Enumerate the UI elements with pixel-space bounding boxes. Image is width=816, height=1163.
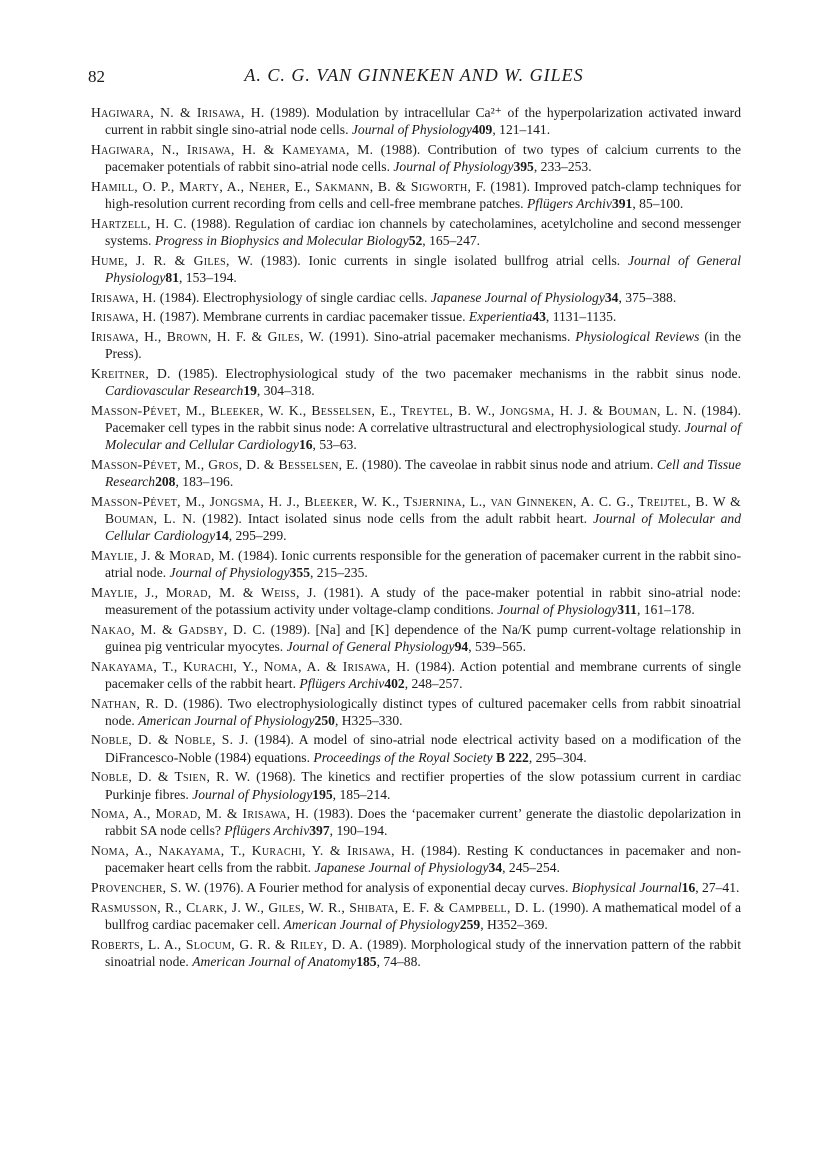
reference-pages: , 304–318. [256, 383, 315, 399]
reference-year: (1991). [324, 328, 374, 344]
reference-authors: Maylie, J., Morad, M. & Weiss, J. [91, 584, 317, 600]
reference-pages: , 1131–1135. [545, 309, 617, 325]
reference-year: (1980). [358, 456, 405, 472]
reference-journal: American Journal of Physiology [283, 916, 460, 932]
reference-year: (1986). [177, 695, 228, 711]
reference-title: [Na] and [K] dependence of the Na/K pump current-voltage relationship in guinea pig ventricular myocytes. [105, 621, 742, 654]
reference-authors: Rasmusson, R., Clark, J. W., Giles, W. R., Shibata, E. F. & Campbell, D. L. [91, 899, 546, 915]
reference-entry [91, 879, 741, 896]
reference-pages: , 153–194. [179, 269, 237, 285]
reference-title: Intact isolated sinus node cells from the adult rabbit heart. [247, 510, 594, 526]
reference-authors: Noble, D. & Noble, S. J. [91, 732, 249, 748]
reference-entry [91, 731, 741, 765]
reference-pages: , 74–88. [376, 953, 421, 969]
reference-title: The kinetics and rectifier properties of the slow potassium current in cardiac Purkinje fibres. [105, 769, 741, 802]
reference-entry [91, 104, 741, 138]
reference-title: Does the ‘pacemaker current’ generate the diastolic depolarization in rabbit SA node cells? [105, 806, 742, 839]
reference-volume: 259 [459, 916, 481, 932]
reference-authors: Noma, A., Morad, M. & Irisawa, H. [91, 806, 310, 822]
reference-pages: , H325–330. [334, 712, 403, 728]
reference-authors: Masson-Pévet, M., Jongsma, H. J., Bleeker, W. K., Tsjernina, L., van Ginneken, A. C. G., Treijtel, B. W & Bouman, L. N. [91, 493, 741, 526]
reference-volume: 34 [604, 289, 619, 305]
reference-list [91, 104, 741, 973]
reference-pages: , 53–63. [312, 437, 357, 453]
reference-pages: , 248–257. [404, 675, 463, 691]
reference-authors: Hume, J. R. & Giles, W. [91, 252, 254, 268]
running-title: A. C. G. VAN GINNEKEN AND W. GILES [244, 65, 584, 85]
reference-authors: Hamill, O. P., Marty, A., Neher, E., Sakmann, B. & Sigworth, F. [91, 178, 487, 194]
reference-volume: B 222 [492, 749, 529, 765]
reference-year: (1990). [545, 899, 592, 915]
reference-year: (1983). [309, 806, 358, 822]
reference-authors: Nathan, R. D. [91, 695, 178, 711]
reference-entry [91, 215, 741, 249]
reference-entry [91, 402, 741, 454]
reference-year: (1982). [196, 510, 248, 526]
reference-authors: Nakayama, T., Kurachi, Y., Noma, A. & Irisawa, H. [91, 658, 411, 674]
reference-title: A Fourier method for analysis of exponential decay curves. [246, 880, 572, 896]
reference-volume: 391 [611, 196, 633, 212]
reference-pages: , 165–247. [422, 232, 481, 248]
reference-pages: , 183–196. [175, 474, 234, 490]
reference-journal: Cardiovascular Research [105, 383, 244, 399]
reference-authors: Irisawa, H. [91, 289, 157, 305]
reference-journal: Japanese Journal of Physiology [314, 860, 489, 876]
reference-volume: 19 [243, 383, 257, 399]
reference-authors: Provencher, S. W. [91, 880, 201, 896]
reference-entry [91, 842, 741, 876]
reference-journal: Experientia [468, 309, 533, 325]
reference-entry [91, 768, 741, 802]
page-header [88, 67, 740, 93]
reference-journal: Journal of Physiology [393, 159, 514, 175]
reference-volume: 395 [513, 159, 534, 175]
reference-entry [91, 547, 741, 581]
reference-volume: 250 [314, 712, 335, 728]
reference-year: (1985). [170, 365, 226, 381]
reference-volume: 34 [488, 860, 503, 876]
reference-journal: Journal of General Physiology [286, 638, 455, 654]
reference-title: Membrane currents in cardiac pacemaker tissue. [202, 309, 469, 325]
reference-year: (1984). [234, 547, 282, 563]
reference-title: A mathematical model of a bullfrog cardiac pacemaker cell. [105, 899, 742, 932]
reference-title: The caveolae in rabbit sinus node and atrium. [404, 456, 657, 472]
reference-journal: Pflügers Archiv [299, 675, 385, 691]
reference-year: (1984). [156, 289, 203, 305]
reference-entry [91, 141, 741, 175]
reference-year: (1987). [156, 309, 203, 325]
reference-volume: 355 [289, 565, 310, 581]
reference-journal: Pflügers Archiv [224, 823, 310, 839]
reference-journal: Journal of Molecular and Cellular Cardiology [105, 510, 742, 544]
reference-title: Ionic currents in single isolated bullfrog atrial cells. [308, 252, 628, 268]
reference-volume: 402 [384, 675, 405, 691]
reference-authors: Hagiwara, N. & Irisawa, H. [91, 105, 265, 120]
reference-title: Resting K conductances in pacemaker and non-pacemaker heart cells from the rabbit. [105, 843, 742, 876]
reference-volume: 208 [155, 474, 176, 490]
reference-title: Ionic currents responsible for the generation of pacemaker current in the rabbit sino-atrial node. [105, 547, 741, 581]
reference-entry [91, 621, 741, 655]
reference-authors: Hartzell, H. C. [91, 215, 187, 231]
reference-entry [91, 695, 741, 729]
reference-title: Improved patch-clamp techniques for high-resolution current recording from cells and cell-free membrane patches. [105, 178, 741, 212]
reference-journal: American Journal of Anatomy [192, 953, 357, 969]
reference-authors: Masson-Pévet, M., Bleeker, W. K., Besselsen, E., Treytel, B. W., Jongsma, H. J. & Bouman, L. N. [91, 402, 697, 418]
reference-journal: Proceedings of the Royal Society [313, 749, 493, 765]
reference-pages: , H352–369. [480, 916, 548, 932]
reference-volume: 311 [617, 601, 637, 617]
reference-entry [91, 178, 741, 212]
reference-volume: 16 [681, 880, 696, 896]
reference-title: Modulation by intracellular Ca²⁺ of the hyperpolarization activated inward current in rabbit single sino-atrial node cells. [105, 105, 742, 138]
reference-year: (1984). [696, 402, 741, 418]
reference-pages: , 121–141. [492, 122, 551, 138]
reference-pages: , 215–235. [310, 565, 368, 581]
reference-pages: , 161–178. [636, 601, 695, 617]
reference-journal: Journal of Physiology [351, 122, 472, 138]
reference-pages: (in the Press). [105, 328, 741, 362]
reference-year: (1981). [316, 584, 371, 600]
page-number: 82 [88, 67, 105, 86]
reference-year: (1984). [414, 843, 467, 859]
reference-year: (1976). [200, 880, 247, 896]
reference-journal: Japanese Journal of Physiology [430, 289, 605, 305]
reference-journal: Journal of Physiology [169, 565, 290, 581]
reference-title: Sino-atrial pacemaker mechanisms. [373, 328, 576, 344]
reference-authors: Maylie, J. & Morad, M. [91, 547, 235, 563]
reference-title: Pacemaker cell types in the rabbit sinus node: A correlative ultrastructural and electrophysiological study. [105, 419, 685, 435]
reference-title: Contribution of two types of calcium currents to the pacemaker potentials of rabbit sino-atrial node cells. [105, 141, 742, 175]
reference-year: (1988). [186, 215, 236, 231]
reference-pages: , 27–41. [695, 880, 740, 896]
reference-title: A study of the pace-maker potential in rabbit sino-atrial node: measurement of the potassium activity under voltage-clamp conditions. [105, 584, 741, 617]
reference-pages: , 185–214. [332, 786, 391, 802]
reference-year: (1984). [248, 732, 299, 748]
reference-pages: , 233–253. [533, 159, 592, 175]
reference-year: (1989). [264, 105, 316, 120]
reference-pages: , 375–388. [618, 289, 677, 305]
reference-entry [91, 493, 741, 545]
reference-volume: 397 [309, 823, 330, 839]
reference-title: A model of sino-atrial node electrical activity based on a modification of the DiFrancesco-Noble (1984) equations. [105, 732, 742, 765]
reference-authors: Masson-Pévet, M., Gros, D. & Besselsen, E. [91, 456, 359, 472]
reference-volume: 16 [298, 437, 313, 453]
reference-year: (1989). [363, 936, 411, 952]
reference-volume: 409 [471, 122, 493, 138]
reference-volume: 52 [408, 232, 423, 248]
reference-volume: 14 [215, 528, 229, 544]
reference-journal: American Journal of Physiology [138, 712, 315, 728]
reference-pages: , 295–304. [528, 749, 587, 765]
reference-authors: Hagiwara, N., Irisawa, H. & Kameyama, M. [91, 141, 374, 157]
reference-title: Action potential and membrane currents of single pacemaker cells of the rabbit heart. [105, 658, 741, 691]
reference-year: (1984). [410, 658, 460, 674]
reference-entry [91, 805, 741, 839]
reference-pages: , 539–565. [468, 638, 526, 654]
reference-authors: Irisawa, H. [91, 309, 157, 325]
reference-pages: , 190–194. [329, 823, 388, 839]
reference-volume: 94 [454, 638, 469, 654]
reference-entry [91, 308, 741, 325]
reference-title: Regulation of cardiac ion channels by catecholamines, acetylcholine and second messenger systems. [105, 215, 742, 248]
reference-entry [91, 936, 741, 970]
reference-year: (1989). [265, 621, 316, 637]
reference-journal: Journal of Molecular and Cellular Cardiology [105, 419, 742, 453]
reference-title: Two electrophysiologically distinct types of cultured pacemaker cells from rabbit sinoatrial node. [105, 695, 741, 728]
reference-pages: , 245–254. [502, 860, 560, 876]
reference-pages: , 85–100. [632, 196, 684, 212]
reference-entry [91, 658, 741, 692]
reference-volume: 185 [356, 953, 377, 969]
reference-authors: Nakao, M. & Gadsby, D. C. [91, 621, 266, 637]
reference-entry [91, 899, 741, 933]
reference-journal: Biophysical Journal [571, 880, 682, 896]
reference-authors: Noble, D. & Tsien, R. W. [91, 769, 251, 785]
reference-entry [91, 365, 741, 399]
reference-entry [91, 584, 741, 618]
reference-pages: , 295–299. [228, 528, 287, 544]
reference-journal: Progress in Biophysics and Molecular Biology [154, 232, 409, 248]
reference-volume: 43 [532, 309, 546, 325]
reference-journal: Cell and Tissue Research [105, 456, 742, 490]
reference-authors: Irisawa, H., Brown, H. F. & Giles, W. [91, 328, 325, 344]
reference-entry [91, 456, 741, 490]
reference-year: (1983). [253, 252, 309, 268]
reference-entry [91, 252, 741, 286]
reference-entry [91, 328, 741, 362]
reference-title: Morphological study of the innervation pattern of the rabbit sinoatrial node. [105, 936, 741, 969]
reference-volume: 195 [312, 786, 333, 802]
reference-authors: Roberts, L. A., Slocum, G. R. & Riley, D. A. [91, 936, 363, 952]
reference-year: (1988). [373, 141, 428, 157]
reference-title: Electrophysiology of single cardiac cells. [202, 289, 431, 305]
reference-authors: Noma, A., Nakayama, T., Kurachi, Y. & Irisawa, H. [91, 843, 415, 859]
reference-year: (1981). [486, 178, 535, 194]
reference-authors: Kreitner, D. [91, 365, 171, 381]
reference-title: Electrophysiological study of the two pacemaker mechanisms in the rabbit sinus node. [225, 365, 741, 381]
reference-entry [91, 289, 741, 306]
reference-year: (1968). [250, 769, 302, 785]
reference-journal: Journal of General Physiology [105, 252, 741, 285]
reference-journal: Journal of Physiology [192, 786, 313, 802]
reference-journal: Pflügers Archiv [526, 196, 612, 212]
reference-journal: Journal of Physiology [497, 601, 618, 617]
reference-volume: 81 [165, 269, 179, 285]
reference-journal: Physiological Reviews [575, 328, 700, 344]
